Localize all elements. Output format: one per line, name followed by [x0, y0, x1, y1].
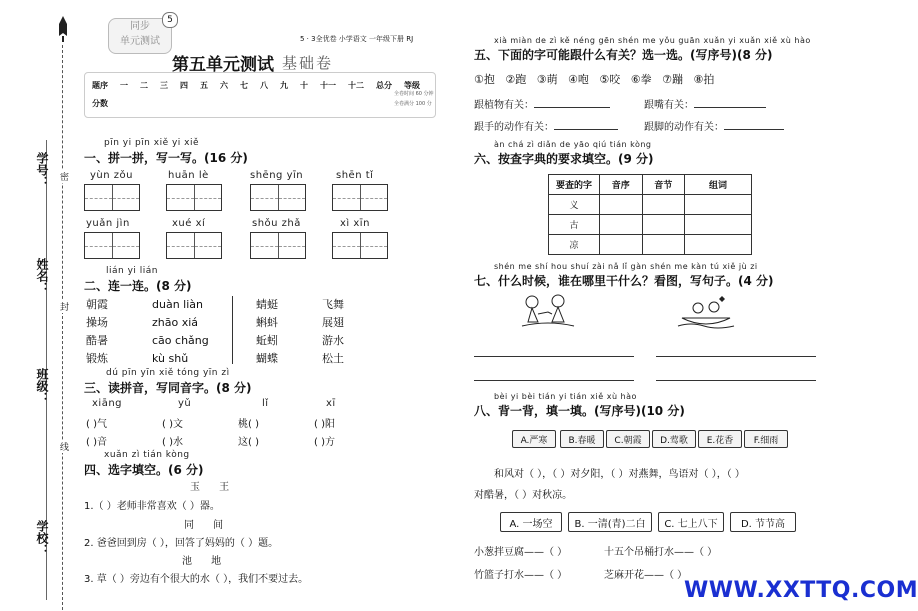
table-cell[interactable] — [685, 235, 752, 255]
writing-grid[interactable] — [166, 184, 222, 211]
match-word[interactable]: 锻炼 — [86, 352, 108, 365]
s5-question[interactable] — [474, 96, 610, 111]
badge-line2: 单元测试 — [120, 36, 160, 47]
writing-grid[interactable] — [250, 184, 306, 211]
s2-col — [256, 296, 278, 368]
match-pinyin[interactable]: cāo chǎng — [152, 334, 209, 347]
s5-question[interactable] — [644, 118, 784, 133]
s5-question[interactable] — [474, 118, 618, 133]
s1-word: yuǎn jìn — [86, 218, 130, 229]
score-col: 二 — [140, 81, 148, 90]
score-col: 五 — [200, 81, 208, 90]
s3-title: 三、读拼音，写同音字。(8 分) — [84, 381, 252, 395]
option-card: A. 一场空 — [500, 512, 562, 532]
fill-blank[interactable]: ( )方 — [314, 437, 335, 448]
s4-title: 四、选字填空。(6 分) — [84, 463, 204, 477]
time-note: 全卷时间 60 分钟 — [394, 91, 434, 97]
full-score-note: 全卷满分 100 分 — [394, 101, 432, 107]
s8-question[interactable]: 十五个吊桶打水——（ ） — [604, 547, 718, 558]
s2-col — [152, 296, 209, 368]
s1-word: yùn zǒu — [90, 170, 133, 181]
s1-word: shǒu zhǎ — [252, 218, 301, 229]
score-row-label: 分数 — [92, 99, 108, 108]
table-header: 组词 — [685, 175, 752, 195]
s6-pinyin: àn chá zì diǎn de yāo qiú tián kòng — [494, 140, 652, 149]
s5-label: 跟嘴有关： — [644, 100, 694, 111]
writing-grid[interactable] — [166, 232, 222, 259]
s2-col — [86, 296, 108, 368]
answer-blank[interactable] — [554, 129, 618, 130]
option-card: C.朝霞 — [606, 430, 650, 448]
match-word[interactable]: 游水 — [322, 334, 344, 347]
fill-blank[interactable]: 这( ) — [238, 437, 259, 448]
table-cell[interactable] — [600, 195, 643, 215]
name-label: 姓名： — [35, 258, 49, 294]
option-card: E.花香 — [698, 430, 742, 448]
s3-sound: lǐ — [262, 398, 269, 409]
score-col: 四 — [180, 81, 188, 90]
s5-title: 五、下面的字可能跟什么有关？选一选。(写序号)(8 分) — [474, 48, 773, 62]
answer-blank[interactable] — [724, 129, 784, 130]
seal-mark-3: 线 — [60, 440, 69, 453]
writing-grid[interactable] — [332, 232, 388, 259]
s2-col — [322, 296, 344, 368]
score-col: 七 — [240, 81, 248, 90]
s1-title: 一、拼一拼，写一写。(16 分) — [84, 151, 248, 165]
option-card: D.莺歌 — [652, 430, 696, 448]
fill-blank[interactable]: ( )气 — [86, 419, 107, 430]
table-cell: 古 — [549, 215, 600, 235]
dictionary-table — [548, 174, 752, 255]
children-illustration — [518, 292, 578, 332]
match-word[interactable]: 蝴蝶 — [256, 352, 278, 365]
option-card: A.严寒 — [512, 430, 556, 448]
option-card: D. 节节高 — [730, 512, 796, 532]
school-label: 学校： — [35, 520, 49, 556]
s4-choice: 池 地 — [182, 556, 222, 567]
option-card: F.细雨 — [744, 430, 788, 448]
match-word[interactable]: 操场 — [86, 316, 108, 329]
s7-pinyin: shén me shí hou shuí zài nǎ lǐ gàn shén me kàn tú xiě jù zi — [494, 262, 758, 271]
table-cell[interactable] — [642, 235, 685, 255]
boat-illustration — [676, 292, 736, 332]
s4-question[interactable]: 3. 草（ ）旁边有个很大的水（ ），我们不要过去。 — [84, 574, 309, 585]
score-col: 十一 — [320, 81, 336, 90]
score-col: 十二 — [348, 81, 364, 90]
answer-blank[interactable] — [694, 107, 766, 108]
score-col: 总分 — [376, 81, 392, 90]
s1-word: xué xí — [172, 218, 206, 229]
score-row — [92, 80, 420, 91]
s3-sound: xiāng — [92, 398, 123, 409]
match-word[interactable]: 蜻蜓 — [256, 298, 278, 311]
s1-pinyin: pīn yi pīn xiě yi xiě — [104, 138, 200, 148]
class-label: 班级： — [35, 368, 49, 404]
match-pinyin[interactable]: duàn liàn — [152, 298, 203, 311]
page-title: 第五单元测试 — [172, 55, 274, 75]
table-cell[interactable] — [600, 235, 643, 255]
table-row — [549, 215, 752, 235]
s5-pinyin: xià miàn de zì kě néng gēn shén me yǒu guān xuǎn yi xuǎn xiě xù hào — [494, 36, 811, 45]
student-id-label: 学号： — [35, 152, 49, 188]
s8-title: 八、背一背，填一填。(写序号)(10 分) — [474, 404, 685, 418]
fill-blank[interactable]: 桃( ) — [238, 419, 259, 430]
option-card: B.春暖 — [560, 430, 604, 448]
table-cell[interactable] — [642, 215, 685, 235]
table-row — [549, 235, 752, 255]
table-cell[interactable] — [600, 215, 643, 235]
match-word[interactable]: 蝌蚪 — [256, 316, 278, 329]
seal-mark-2: 封 — [60, 300, 69, 313]
s4-question[interactable]: 1.（ ）老师非常喜欢（ ）器。 — [84, 501, 220, 512]
s8-question[interactable]: 竹篮子打水——（ ） — [474, 570, 568, 581]
match-word[interactable]: 朝霞 — [86, 298, 108, 311]
table-header: 要查的字 — [549, 175, 600, 195]
match-word[interactable]: 酷暑 — [86, 334, 108, 347]
s4-question[interactable]: 2. 爸爸回到房（ ），回答了妈妈的（ ）题。 — [84, 538, 279, 549]
option-card: C. 七上八下 — [658, 512, 724, 532]
fill-blank[interactable]: ( )文 — [162, 419, 183, 430]
table-cell[interactable] — [642, 195, 685, 215]
s3-sound: yǔ — [178, 398, 192, 409]
fill-blank[interactable]: ( )水 — [162, 437, 183, 448]
s1-word: shēn tǐ — [336, 170, 374, 181]
table-cell: 义 — [549, 195, 600, 215]
seal-mark-1: 密 — [60, 170, 69, 183]
score-col: 等级 — [404, 81, 420, 90]
s3-sound: xī — [326, 398, 336, 409]
answer-line[interactable] — [474, 380, 634, 381]
score-col: 题序 — [92, 81, 108, 90]
score-col: 一 — [120, 81, 128, 90]
s4-choice: 同 间 — [184, 520, 224, 531]
s5-label: 跟手的动作有关： — [474, 122, 554, 133]
table-header: 音序 — [600, 175, 643, 195]
s2-title: 二、连一连。(8 分) — [84, 279, 192, 293]
s4-pinyin: xuǎn zì tián kòng — [104, 450, 190, 460]
match-pinyin[interactable]: kù shǔ — [152, 352, 189, 365]
s1-word: shēng yīn — [250, 170, 304, 181]
s3-pinyin: dú pīn yīn xiě tóng yīn zì — [106, 368, 230, 378]
fill-blank[interactable]: ( )阳 — [314, 419, 335, 430]
table-cell[interactable] — [685, 195, 752, 215]
s8-line[interactable]: 对酷暑，（ ）对秋凉。 — [474, 490, 573, 501]
s6-title: 六、按查字典的要求填空。(9 分) — [474, 152, 654, 166]
score-col: 十 — [300, 81, 308, 90]
score-col: 六 — [220, 81, 228, 90]
s8-pinyin: bèi yi bèi tián yi tián xiě xù hào — [494, 392, 637, 401]
writing-grid[interactable] — [250, 232, 306, 259]
fill-blank[interactable]: ( )音 — [86, 437, 107, 448]
answer-line[interactable] — [656, 380, 816, 381]
rocket-icon — [58, 16, 68, 42]
page-subtitle: 基础卷 — [282, 54, 334, 72]
score-col: 九 — [280, 81, 288, 90]
writing-grid[interactable] — [84, 232, 140, 259]
badge-line1: 同步 — [130, 21, 150, 32]
s5-options: ①抱 ②跑 ③萌 ④咆 ⑤咬 ⑥拳 ⑦蹦 ⑧拍 — [474, 73, 715, 86]
table-row — [549, 195, 752, 215]
match-word[interactable]: 展翅 — [322, 316, 344, 329]
s4-choice: 玉 王 — [190, 482, 230, 493]
s2-divider — [232, 296, 233, 364]
s8-question[interactable]: 芝麻开花——（ ） — [604, 570, 688, 581]
s8-question[interactable]: 小葱拌豆腐——（ ） — [474, 547, 568, 558]
badge-number: 5 — [162, 12, 178, 28]
score-col: 三 — [160, 81, 168, 90]
score-col: 八 — [260, 81, 268, 90]
option-card: B. 一清(青)二白 — [568, 512, 652, 532]
match-word[interactable]: 飞舞 — [322, 298, 344, 311]
s1-word: huān lè — [168, 170, 209, 181]
match-word[interactable]: 松土 — [322, 352, 344, 365]
s5-label: 跟脚的动作有关： — [644, 122, 724, 133]
match-word[interactable]: 蚯蚓 — [256, 334, 278, 347]
s8-line[interactable]: 和风对（ ），（ ）对夕阳，（ ）对燕舞，鸟语对（ ），（ ） — [494, 469, 745, 480]
s2-pinyin: lián yi lián — [106, 266, 158, 276]
s7-title: 七、什么时候，谁在哪里干什么？看图，写句子。(4 分) — [474, 274, 774, 288]
s5-question[interactable] — [644, 96, 766, 111]
score-box — [84, 72, 436, 118]
margin-fold-line — [62, 45, 63, 610]
answer-line[interactable] — [656, 356, 816, 357]
writing-grid[interactable] — [84, 184, 140, 211]
table-cell: 凉 — [549, 235, 600, 255]
site-watermark: WWW.XXTTQ.COM — [684, 578, 918, 603]
s5-label: 跟植物有关： — [474, 100, 534, 111]
writing-grid[interactable] — [332, 184, 388, 211]
answer-line[interactable] — [474, 356, 634, 357]
match-pinyin[interactable]: zhāo xiá — [152, 316, 199, 329]
brand-line: 5 · 3全优卷 小学语文 一年级下册 RJ — [300, 35, 414, 43]
answer-blank[interactable] — [534, 107, 610, 108]
s1-word: xì xīn — [340, 218, 370, 229]
table-cell[interactable] — [685, 215, 752, 235]
table-header: 音节 — [642, 175, 685, 195]
